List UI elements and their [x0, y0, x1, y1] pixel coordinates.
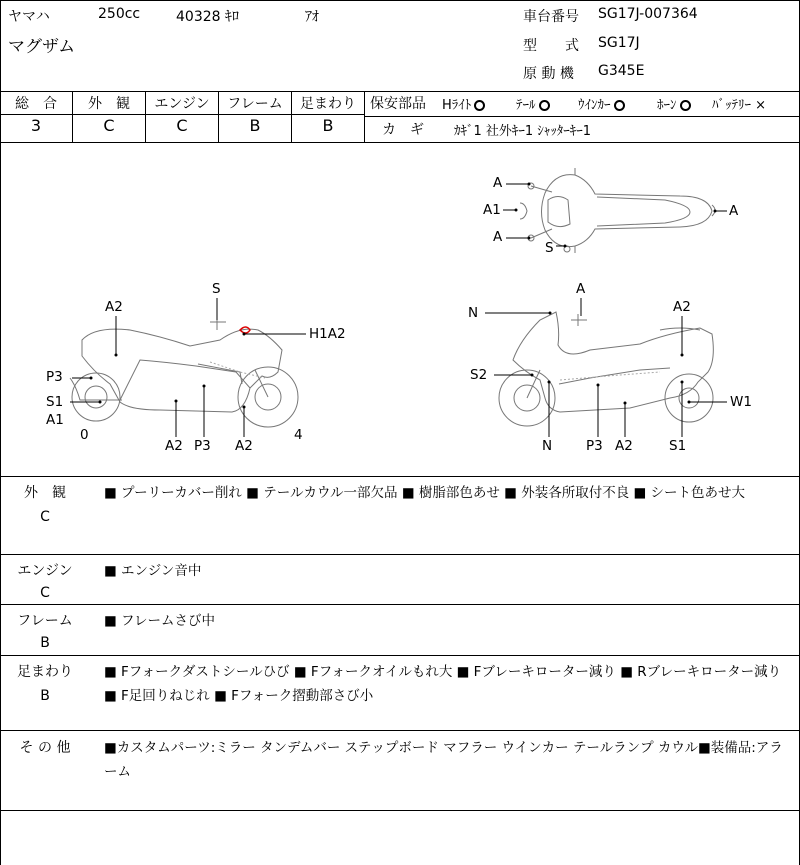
diagram-label-top: A1 — [483, 202, 501, 218]
diagram-label-right: A — [576, 281, 586, 297]
rating-value-suspension: B — [322, 116, 334, 135]
diagram-label-left: S — [212, 281, 221, 297]
color: ｱｵ — [305, 9, 319, 25]
scooter-left-view — [70, 316, 298, 427]
note-category: フレーム — [17, 613, 73, 629]
scooter-right-view — [499, 312, 713, 426]
diagram-label-top: A — [729, 203, 739, 219]
diagram-label-right: W1 — [730, 394, 752, 410]
note-category: エンジン — [17, 563, 73, 579]
diagram-label-left: A2 — [235, 438, 253, 454]
model-name: マグザム — [8, 37, 76, 57]
diagram-label-right: N — [468, 305, 479, 321]
displacement: 250cc — [98, 6, 141, 22]
diagram-label-left: A2 — [165, 438, 183, 454]
rating-value-frame: B — [249, 116, 261, 135]
rating-value-engine: C — [176, 116, 188, 135]
note-grade: B — [40, 688, 50, 704]
diagram-label-right: S1 — [669, 438, 687, 454]
type-label: 型 式 — [523, 38, 579, 54]
diagram-label-top: A — [493, 175, 503, 191]
key-label: カ ギ — [382, 122, 424, 138]
diagram-label-left: A1 — [46, 412, 64, 428]
note-grade: C — [40, 509, 50, 525]
rating-header-suspension: 足まわり — [300, 96, 356, 112]
diagram-label-right: S2 — [470, 367, 488, 383]
note-grade: C — [40, 585, 50, 601]
safety-taillight-label: ﾃｰﾙ — [516, 98, 536, 113]
rating-header-frame: フレーム — [227, 96, 283, 112]
diagram-label-right: N — [542, 438, 553, 454]
safety-horn-label: ﾎｰﾝ — [657, 98, 677, 113]
safety-label: 保安部品 — [370, 96, 426, 112]
rating-value-overall: 3 — [30, 116, 42, 135]
diagram-label-right: A2 — [615, 438, 633, 454]
diagram-label-left: H1A2 — [309, 326, 346, 342]
frame-no: SG17J-007364 — [598, 6, 698, 22]
safety-headlight-label: Hﾗｲﾄ — [442, 98, 472, 113]
note-text: ■ エンジン音中 — [104, 563, 202, 579]
note-text: ■ プーリーカバー削れ ■ テールカウル一部欠品 ■ 樹脂部色あせ ■ 外装各所取付不良 ■ シート色あせ大 — [104, 485, 746, 501]
mileage-value: 40328 — [176, 9, 221, 25]
type-value: SG17J — [598, 35, 640, 51]
rating-header-overall: 総 合 — [15, 96, 57, 112]
diagram-label-top: A — [493, 229, 503, 245]
diagram-label-left: 0 — [80, 427, 89, 443]
diagram-label-left: P3 — [46, 369, 63, 385]
engine-label: 原 動 機 — [523, 66, 574, 82]
note-text: ■ フレームさび中 — [104, 613, 216, 629]
note-text: ■カスタムパーツ:ミラー タンデムバー ステップボード マフラー ウインカー テールランプ カウル■装備品:アラーム — [104, 740, 783, 780]
diagram-label-left: A2 — [105, 299, 123, 315]
maker: ヤマハ — [8, 9, 50, 25]
safety-winker-label: ｳｲﾝｶｰ — [578, 98, 611, 113]
mileage-unit: ｷﾛ — [225, 9, 239, 25]
diagram-label-left: S1 — [46, 394, 64, 410]
note-grade: B — [40, 635, 50, 651]
frame-no-label: 車台番号 — [523, 9, 579, 25]
engine-value: G345E — [598, 63, 645, 79]
diagram-label-left: 4 — [294, 427, 303, 443]
rating-header-engine: エンジン — [154, 96, 210, 112]
note-category: そ の 他 — [19, 740, 71, 756]
diagram-label-right: P3 — [586, 438, 603, 454]
note-text: ■ Fフォークダストシールひび ■ Fフォークオイルもれ大 ■ Fブレーキローター減り ■ Rブレーキローター減り ■ F足回りねじれ ■ Fフォーク摺動部さび小 — [104, 664, 782, 704]
diagram-label-right: A2 — [673, 299, 691, 315]
note-category: 足まわり — [17, 664, 73, 680]
safety-battery-label: ﾊﾞｯﾃﾘｰ — [712, 98, 751, 113]
diagram-label-left: P3 — [194, 438, 211, 454]
note-category: 外 観 — [24, 485, 66, 501]
key-value: ｶｷﾞ1 社外ｷｰ1 ｼｬｯﾀｰｷｰ1 — [454, 124, 592, 139]
diagram-label-top: S — [545, 240, 554, 256]
rating-value-exterior: C — [103, 116, 115, 135]
rating-header-exterior: 外 観 — [88, 96, 130, 112]
ng-mark-icon: × — [755, 98, 767, 113]
